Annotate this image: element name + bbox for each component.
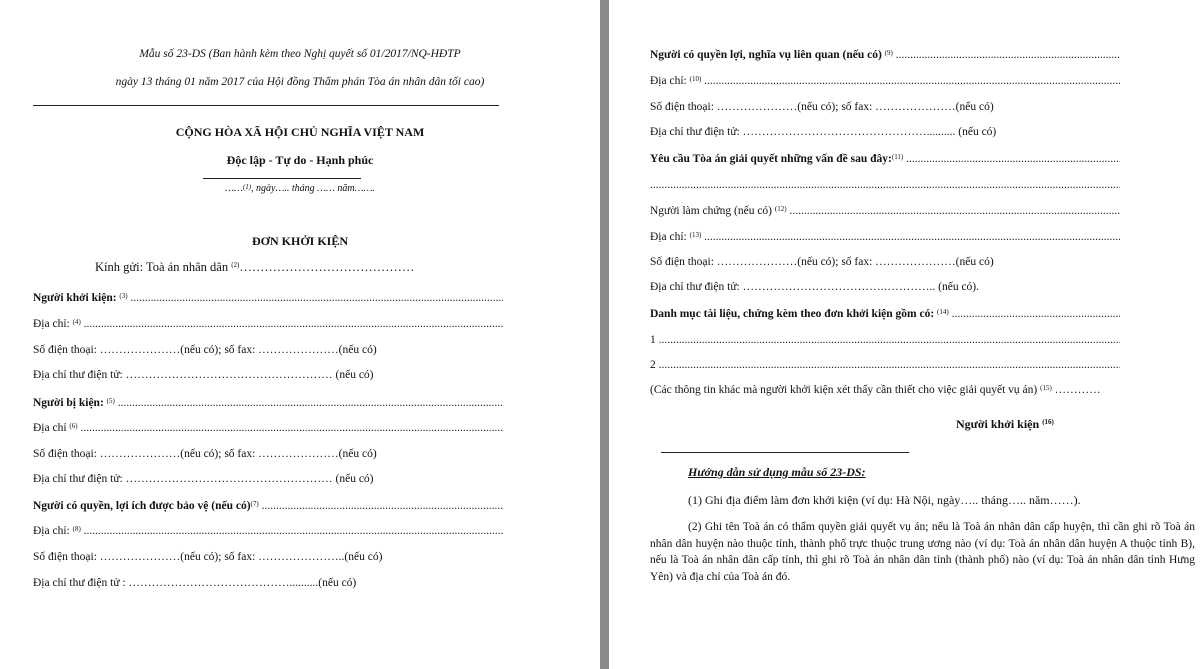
- date-line: ……$^{(1)}$, ngày….. tháng …… năm…….: [225, 183, 375, 194]
- related-phone-line: Số điện thoại: …………………(nếu có); số fax: …………………(nếu có): [650, 101, 994, 113]
- document-title: ĐƠN KHỞI KIỆN: [251, 234, 348, 248]
- defendant-phone-line: Số điện thoại: …………………(nếu có); số fax: …………………(nếu có): [33, 448, 377, 460]
- protected-phone-line: Số điện thoại: …………………(nếu có); số fax: …………………..(nếu có): [33, 551, 383, 563]
- defendant-line[interactable]: Người bị kiện: $^{(5)}$ .....: [33, 396, 503, 410]
- other-info-line: (Các thông tin khác mà người khởi kiện xét thấy cần thiết cho việc giải quyết vụ án) $^{(15)}$ …………: [650, 384, 1101, 396]
- related-address-line[interactable]: Địa chỉ: $^{(10)}$ .....: [650, 74, 1120, 88]
- witness-email-line: Địa chỉ thư điện tử: ……………………………….………….. (nếu có).: [650, 281, 979, 293]
- document-item-2[interactable]: 2 .....: [650, 358, 1120, 372]
- form-header-line1: Mẫu số 23-DS (Ban hành kèm theo Nghị quyết số 01/2017/NQ-HĐTP: [139, 48, 461, 60]
- motto-underline: [203, 178, 361, 179]
- form-header-line2: ngày 13 tháng 01 năm 2017 của Hội đồng Thẩm phán Tòa án nhân dân tối cao): [115, 76, 485, 88]
- guide-item-2: (2) Ghi tên Toà án có thẩm quyền giải quyết vụ án; nếu là Toà án nhân dân cấp huyện, thì cần ghi rõ Toà án nhân dân huyện nào thuộc tỉnh, thành phố trực thuộc trung ương nào (ví dụ: Toà án nhân dân huyện A thuộc tỉnh B), nếu là Toà án nhân dân cấp tỉnh, thì ghi rõ Toà án nhân dân tỉnh (thành phố) nào (ví dụ: Toà án nhân dân tỉnh Hưng Yên) và địa chỉ của Toà án đó.: [650, 521, 1195, 583]
- plaintiff-address-line[interactable]: Địa chỉ: $^{(4)}$ .....: [33, 317, 503, 331]
- plaintiff-email-line: Địa chỉ thư điện tử: ……………………………………………… (nếu có): [33, 369, 374, 381]
- request-blank-line[interactable]: [650, 178, 1120, 192]
- document-item-1[interactable]: 1 .....: [650, 333, 1120, 347]
- signer-label: Người khởi kiện $^{(16)}$: [956, 417, 1054, 431]
- defendant-email-line: Địa chỉ thư điện tử: ……………………………………………… (nếu có): [33, 473, 374, 485]
- witness-phone-line: Số điện thoại: …………………(nếu có); số fax: …………………(nếu có): [650, 256, 994, 268]
- page-gutter: [600, 0, 609, 669]
- plaintiff-line[interactable]: Người khởi kiện: $^{(3)}$ .....: [33, 291, 503, 305]
- header-divider: [33, 105, 499, 106]
- related-party-line[interactable]: Người có quyền lợi, nghĩa vụ liên quan (nếu có) $^{(9)}$ .....: [650, 48, 1120, 62]
- related-email-line: Địa chỉ thư điện tử: ………………………………………….......... (nếu có): [650, 126, 997, 138]
- guide-item-1: (1) Ghi địa điểm làm đơn khởi kiện (ví dụ: Hà Nội, ngày….. tháng….. năm……).: [688, 493, 1081, 507]
- plaintiff-phone-line: Số điện thoại: …………………(nếu có); số fax: …………………(nếu có): [33, 344, 377, 356]
- republic-title: CỘNG HÒA XÃ HỘI CHỦ NGHĨA VIỆT NAM: [175, 125, 425, 139]
- witness-line[interactable]: Người làm chứng (nếu có) $^{(12)}$ .....: [650, 204, 1120, 218]
- addressee-line: Kính gửi: Toà án nhân dân $^{(2)}$……………………………………: [95, 260, 415, 274]
- defendant-address-line[interactable]: Địa chỉ $^{(6)}$ .....: [33, 421, 503, 435]
- protected-email-line: Địa chỉ thư điện tử : ……………………………………..........(nếu có): [33, 577, 357, 589]
- guide-divider: [661, 452, 909, 453]
- protected-address-line[interactable]: Địa chỉ: $^{(8)}$ .....: [33, 524, 503, 538]
- right-page: [609, 0, 1200, 669]
- motto: Độc lập - Tự do - Hạnh phúc: [226, 153, 374, 167]
- request-line[interactable]: Yêu cầu Tòa án giải quyết những vấn đề sau đây:$^{(11)}$ .....: [650, 152, 1120, 166]
- witness-address-line[interactable]: Địa chỉ: $^{(13)}$ .....: [650, 230, 1120, 244]
- guide-title: Hướng dẫn sử dụng mẫu số 23-DS:: [688, 465, 866, 479]
- documents-list-line[interactable]: Danh mục tài liệu, chứng kèm theo đơn khởi kiện gồm có: $^{(14)}$ .....: [650, 307, 1120, 321]
- protected-party-line[interactable]: Người có quyền, lợi ích được bảo vệ (nếu có)$^{(7)}$ .....: [33, 499, 503, 513]
